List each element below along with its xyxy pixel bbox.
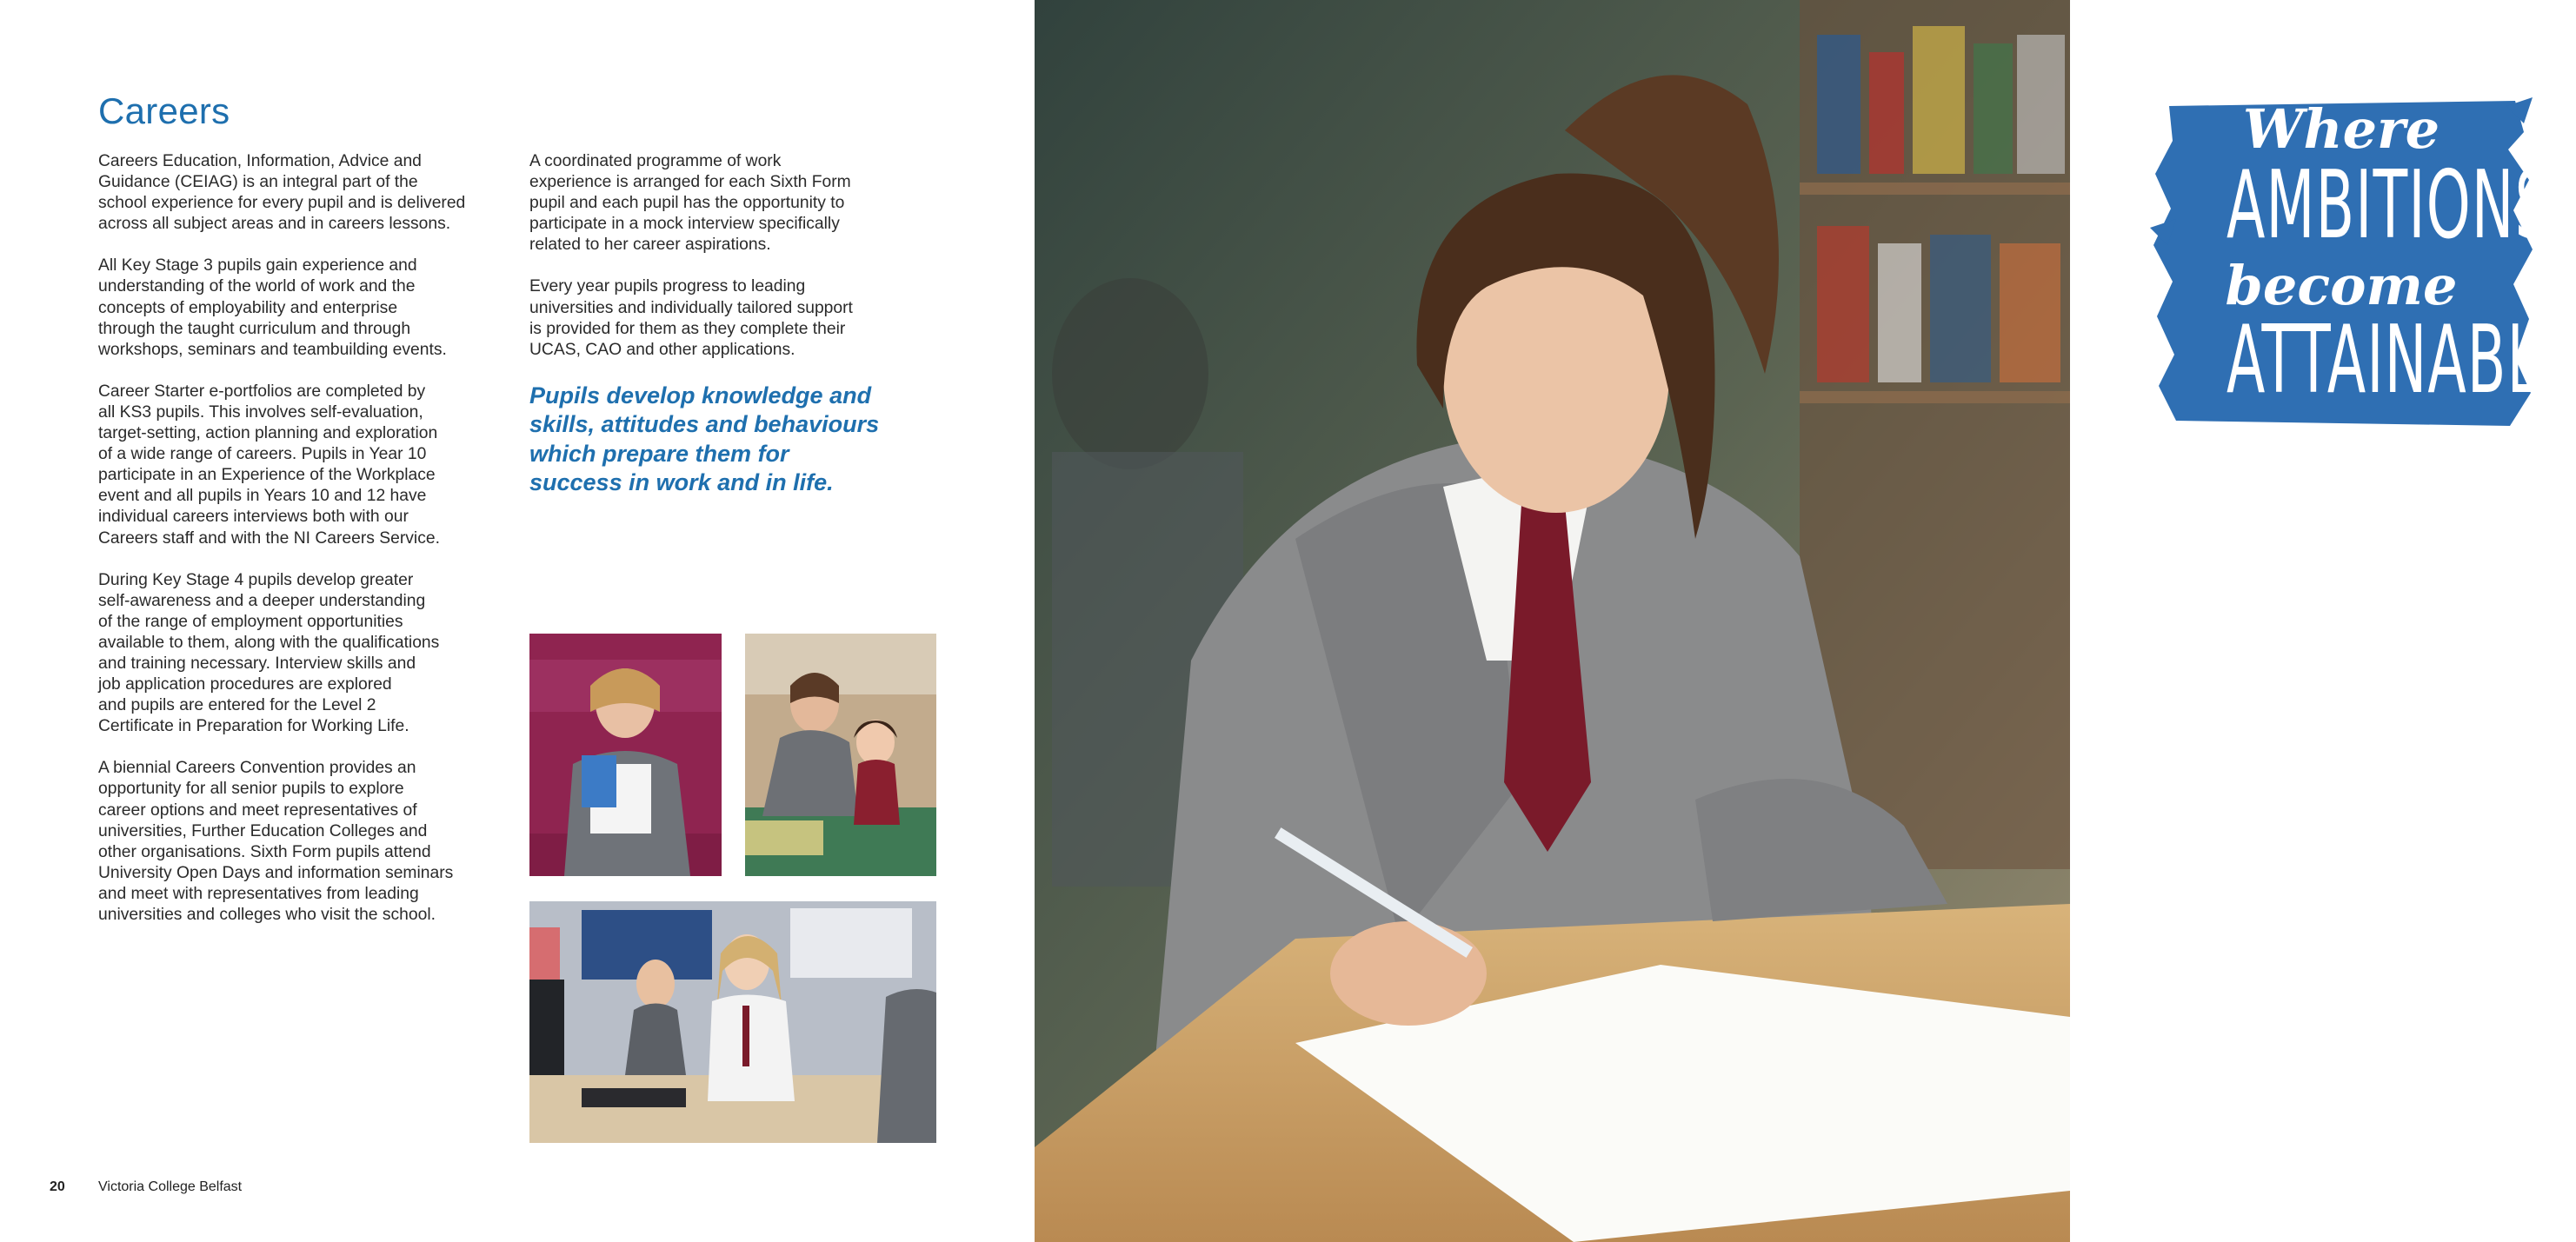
paragraph-ceiag: Careers Education, Information, Advice and Guidance (CEIAG) is an integral part of the school experience for every pupil and is delivered across all subject areas and in careers lessons.	[98, 152, 466, 234]
text-column-right	[529, 151, 929, 519]
paragraph-university-support: Every year pupils progress to leading universities and individually tailored support is provided for them as they complete their UCAS, CAO and other applications.	[529, 277, 853, 359]
photo-pupil-helping-child	[745, 634, 936, 876]
photo-pupil-with-brochures	[529, 634, 722, 876]
paragraph-careers-convention: A biennial Careers Convention provides an opportunity for all senior pupils to explore career options and meet representatives of universities, Further Education Colleges and other organisations. Sixth Form pupils attend University Open Days and information seminars and meet with representatives from leading universities and colleges who visit the school.	[98, 759, 454, 924]
title-ambitions: AMBITIONS	[2227, 151, 2552, 260]
photo-pupil-helping-child-illustration	[745, 634, 936, 876]
paragraph-career-starter: Career Starter e-portfolios are completed by all KS3 pupils. This involves self-evaluation, target-setting, action planning and exploration of a wide range of careers. Pupils in Year 10 participate in an Experience of the Workplace event and all pupils in Years 10 and 12 have individual careers interviews both with our Careers staff and with the NI Careers Service.	[98, 382, 440, 548]
title-where: Where	[2242, 97, 2440, 161]
paragraph-key-stage-4: During Key Stage 4 pupils develop greater self-awareness and a deeper understanding of the range of employment opportunities available to them, along with the qualifications and training necessary. Interview skills and job application procedures are explored and pupils are entered for the Level 2 Certificate in Preparation for Working Life.	[98, 570, 440, 736]
photo-computer-suite-illustration	[529, 901, 936, 1143]
page-heading: Careers	[98, 90, 230, 131]
footer-school-name: Victoria College Belfast	[98, 1179, 243, 1194]
title-become: become	[2225, 254, 2458, 317]
right-page	[1035, 0, 2576, 1242]
text-column-left	[98, 151, 498, 946]
hero-photo-pupil-writing	[1035, 0, 2070, 1242]
title-attainable: ATTAINABLE	[2227, 306, 2576, 415]
left-page	[0, 0, 1035, 1242]
page-number: 20	[50, 1179, 65, 1194]
photo-pupil-with-brochures-illustration	[529, 634, 722, 876]
photo-computer-suite	[529, 901, 936, 1143]
paragraph-work-experience: A coordinated programme of work experience is arranged for each Sixth Form pupil and each pupil has the opportunity to participate in a mock interview specifically related to her career aspirations.	[529, 152, 851, 255]
paragraph-key-stage-3: All Key Stage 3 pupils gain experience and understanding of the world of work and the concepts of employability and enterprise through the taught curriculum and through workshops, seminars and teambuilding events.	[98, 256, 447, 359]
ambitions-title-badge	[2150, 97, 2576, 428]
pull-quote: Pupils develop knowledge and skills, attitudes and behaviours which prepare them for success in work and in life.	[529, 382, 880, 496]
